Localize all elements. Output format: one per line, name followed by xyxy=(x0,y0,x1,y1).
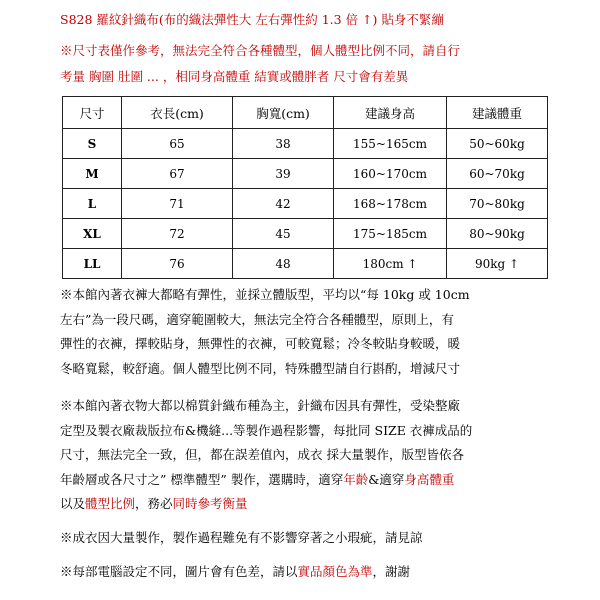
size-table xyxy=(62,96,548,279)
cell-weight: 50~60kg xyxy=(447,129,548,159)
size-note-line-1: ※尺寸表僅作參考，無法完全符合各種體型，個人體型比例不同，請自行 xyxy=(60,43,461,58)
header-length: 衣長(cm) xyxy=(122,97,233,129)
fabric-notice-line: 定型及製衣廠裁版拉布&機縫...等製作過程影響，每批同 SIZE 衣褲成品的 xyxy=(60,422,473,438)
fabric-notice-text: 年齡層或各尺寸之” 標準體型” 製作，選購時，適穿 xyxy=(60,471,344,487)
color-notice-text: ※每部電腦設定不同，圖片會有色差，請以 xyxy=(60,564,298,579)
cell-chest: 39 xyxy=(233,159,334,189)
cell-chest: 38 xyxy=(233,129,334,159)
cell-length: 76 xyxy=(122,249,233,279)
cell-chest: 45 xyxy=(233,219,334,249)
fit-notice-line: 彈性的衣褲，擇較貼身，無彈性的衣褲，可較寬鬆；冷冬較貼身較暖，暖 xyxy=(60,336,461,351)
highlight-actual-color: 實品顏色為準 xyxy=(297,564,373,579)
fabric-notice-text: ，務必 xyxy=(135,496,173,511)
defect-notice: ※成衣因大量製作，製作過程難免有不影響穿著之小瑕疵，請見諒 xyxy=(60,530,423,545)
highlight-body-ratio: 體型比例 xyxy=(85,496,136,511)
cell-height: 168~178cm xyxy=(334,189,447,219)
cell-size: XL xyxy=(63,219,122,249)
cell-weight: 90kg ↑ xyxy=(447,249,548,279)
size-note xyxy=(60,38,580,90)
cell-chest: 48 xyxy=(233,249,334,279)
size-table-header-row xyxy=(63,97,548,129)
header-height: 建議身高 xyxy=(334,97,447,129)
cell-chest: 42 xyxy=(233,189,334,219)
cell-weight: 70~80kg xyxy=(447,189,548,219)
highlight-height-weight: 身高體重 xyxy=(404,471,455,487)
fabric-notice-line xyxy=(60,468,580,493)
cell-length: 72 xyxy=(122,219,233,249)
fabric-notice-line: 尺寸，無法完全一致，但，都在誤差值內，成衣 採大量製作，版型皆依各 xyxy=(60,447,464,462)
fabric-notice-paragraph xyxy=(60,394,580,517)
cell-size: M xyxy=(63,159,122,189)
cell-height: 160~170cm xyxy=(334,159,447,189)
table-row xyxy=(63,249,548,279)
product-title: S828 羅紋針織布(布的織法彈性大 左右彈性約 1.3 倍 ↑) 貼身不緊繃 xyxy=(60,12,444,27)
cell-size: L xyxy=(63,189,122,219)
cell-height: 175~185cm xyxy=(334,219,447,249)
table-row xyxy=(63,129,548,159)
fit-notice-line: ※本館內著衣褲大都略有彈性，並採立體版型，平均以“每 10kg 或 10cm xyxy=(60,287,470,302)
fit-notice-line: 左右”為一段尺碼，適穿範圍較大，無法完全符合各種體型，原則上，有 xyxy=(60,311,454,327)
color-notice-text: ，謝謝 xyxy=(372,564,411,579)
fabric-notice-line: ※本館內著衣物大都以棉質針織布種為主，針織布因具有彈性，受染整廠 xyxy=(60,398,461,413)
cell-weight: 80~90kg xyxy=(447,219,548,249)
fabric-notice-text: &適穿 xyxy=(368,471,405,487)
fit-notice-line: 冬略寬鬆，較舒適。個人體型比例不同，特殊體型請自行斟酌，增減尺寸 xyxy=(60,360,461,376)
header-chest: 胸寬(cm) xyxy=(233,97,334,129)
cell-height: 155~165cm xyxy=(334,129,447,159)
highlight-consider-together: 同時參考衡量 xyxy=(172,496,248,511)
cell-size: LL xyxy=(63,249,122,279)
size-note-line-2: 考量 胸圍 肚圍 ... ，相同身高體重 結實或體胖者 尺寸會有差異 xyxy=(60,69,409,84)
fit-notice-paragraph xyxy=(60,283,580,381)
table-row xyxy=(63,159,548,189)
table-row xyxy=(63,189,548,219)
cell-length: 65 xyxy=(122,129,233,159)
cell-height: 180cm ↑ xyxy=(334,249,447,279)
fabric-notice-text: 以及 xyxy=(60,496,86,511)
header-weight: 建議體重 xyxy=(447,97,548,129)
cell-length: 67 xyxy=(122,159,233,189)
color-notice xyxy=(60,560,580,585)
highlight-age: 年齡 xyxy=(343,471,369,487)
cell-weight: 60~70kg xyxy=(447,159,548,189)
cell-length: 71 xyxy=(122,189,233,219)
fabric-notice-line xyxy=(60,492,580,517)
table-row xyxy=(63,219,548,249)
header-size: 尺寸 xyxy=(63,97,122,129)
cell-size: S xyxy=(63,129,122,159)
